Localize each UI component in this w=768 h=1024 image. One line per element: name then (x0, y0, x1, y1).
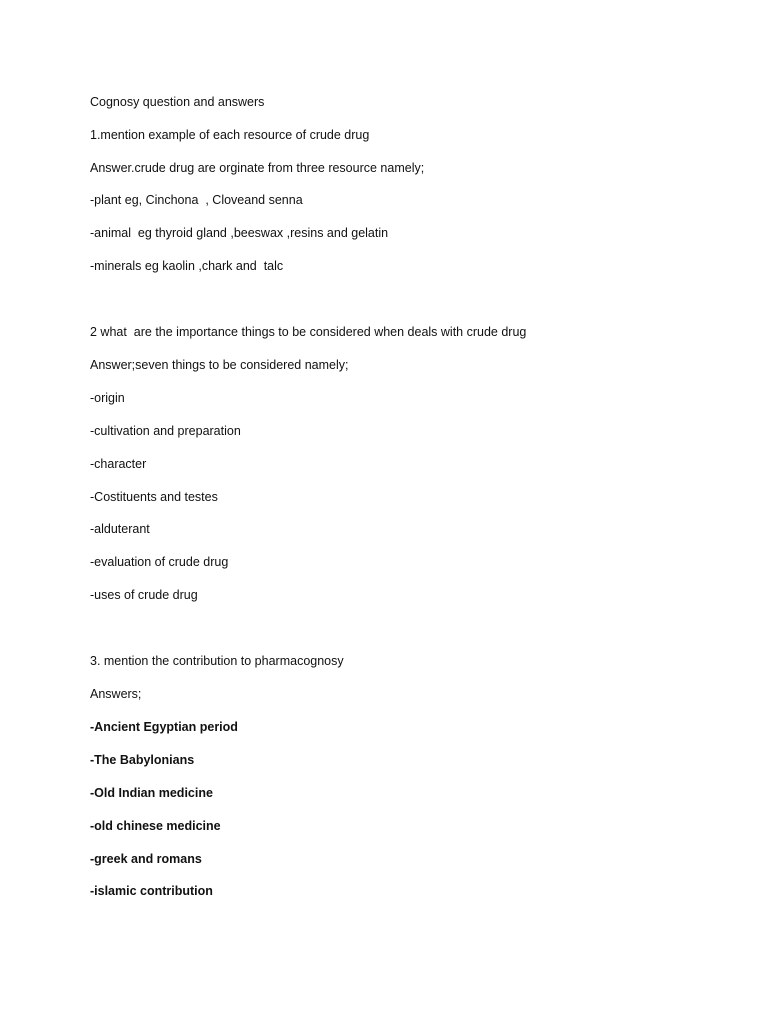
answer-2-intro: Answer;seven things to be considered namely; (90, 358, 349, 372)
answer-2-item: -Costituents and testes (90, 490, 218, 504)
answer-3-item: -greek and romans (90, 852, 202, 866)
answer-2-item: -origin (90, 391, 125, 405)
answer-1-intro: Answer.crude drug are orginate from three resource namely; (90, 161, 425, 175)
answer-3-item: -old chinese medicine (90, 819, 221, 833)
answer-2-item: -cultivation and preparation (90, 424, 241, 438)
question-3: 3. mention the contribution to pharmacognosy (90, 654, 344, 668)
answer-3-intro: Answers; (90, 687, 142, 701)
answer-1-item: -minerals eg kaolin ,chark and talc (90, 259, 284, 273)
answer-2-item: -uses of crude drug (90, 588, 198, 602)
answer-3-item: -The Babylonians (90, 753, 195, 767)
answer-3-item: -islamic contribution (90, 884, 213, 898)
answer-3-item: -Old Indian medicine (90, 786, 213, 800)
answer-1-item: -animal eg thyroid gland ,beeswax ,resins and gelatin (90, 226, 389, 240)
answer-2-item: -alduterant (90, 522, 150, 536)
question-2: 2 what are the importance things to be considered when deals with crude drug (90, 325, 527, 339)
answer-3-item: -Ancient Egyptian period (90, 720, 238, 734)
document-title: Cognosy question and answers (90, 95, 265, 109)
answer-2-item: -character (90, 457, 147, 471)
answer-1-item: -plant eg, Cinchona , Cloveand senna (90, 193, 303, 207)
question-1: 1.mention example of each resource of crude drug (90, 128, 370, 142)
answer-2-item: -evaluation of crude drug (90, 555, 229, 569)
